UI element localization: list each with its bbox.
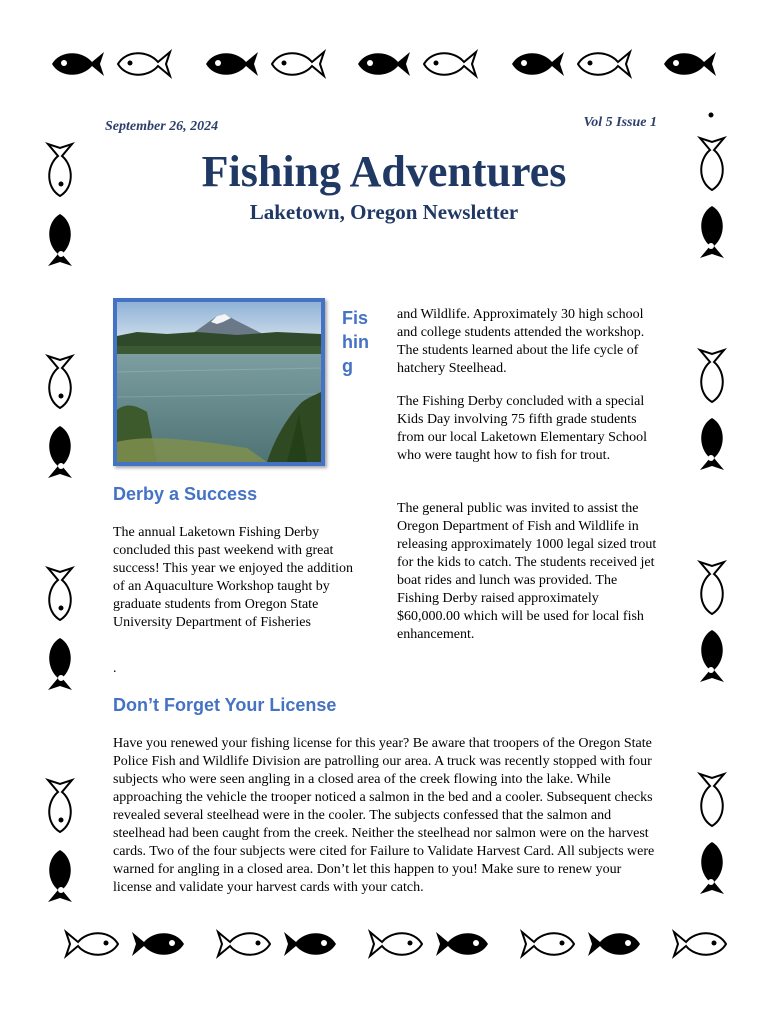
volume-issue: Vol 5 Issue 1 (583, 115, 657, 130)
fish-icon (700, 842, 724, 894)
fish-icon (48, 638, 72, 690)
derby-col2-paragraph-1: and Wildlife. Approximately 30 high school and college students attended the workshop. The students learned about the life cycle of hatchery Steelhead. (397, 307, 645, 376)
fish-icon (48, 356, 72, 408)
lake-mountain-photo-icon (117, 302, 321, 462)
fish-icon (588, 932, 640, 956)
fish-icon (206, 52, 258, 76)
fish-icon (358, 52, 410, 76)
lake-photo (113, 298, 325, 466)
fish-icon (284, 932, 336, 956)
fish-icon (700, 562, 724, 614)
fish-icon (700, 774, 724, 826)
fish-icon (424, 52, 476, 76)
newsletter-subtitle: Laketown, Oregon Newsletter (249, 200, 519, 224)
top-fish-border (0, 34, 768, 94)
stray-period: . (113, 661, 117, 676)
fish-icon (370, 932, 422, 956)
newsletter-title: Fishing Adventures (201, 147, 567, 196)
fish-icon (48, 850, 72, 902)
fish-icon (218, 932, 270, 956)
fish-icon (48, 780, 72, 832)
fish-icon (48, 426, 72, 478)
fish-icon (700, 630, 724, 682)
license-body: Have you renewed your fishing license for this year? Be aware that troopers of the Oregon State Police Fish and Wildlife Division are patrolling our area. A truck was recently stopped with four subjects who were seen angling in a closed area of the creek flowing into the lake. While approaching the vehicle the trooper noticed a salmon in the bed and a cooler. Subsequent checks revealed several steelhead were in the cooler. The subjects confessed that the salmon and steelhead had been caught from the creek. Neither the steelhead nor salmon were on the harvest cards. Two of the four subjects were cited for Failure to Validate Harvest Card. All subjects were warned for angling in a closed area. Don’t let this happen to you! Make sure to renew your license and validate your harvest cards with your catch. (113, 736, 655, 895)
bottom-fish-border (0, 914, 768, 974)
fish-icon (132, 932, 184, 956)
fish-icon (118, 52, 170, 76)
derby-title: Derby a Success (113, 484, 258, 504)
fish-icon (578, 52, 630, 76)
license-title: Don’t Forget Your License (113, 695, 337, 715)
derby-col2-paragraph-3: The general public was invited to assist the Oregon Department of Fish and Wildlife in releasing approximately 1000 legal sized trout for the kids to catch. The students received jet boat rides and lunch was provided. The Fishing Derby raised approximately $60,000.00 which will be used for local fish enhancement. (397, 501, 657, 642)
fish-icon (436, 932, 488, 956)
issue-date: September 26, 2024 (105, 119, 219, 134)
fish-icon (272, 52, 324, 76)
derby-title-fragment: Fishing (342, 308, 369, 376)
fish-icon (700, 418, 724, 470)
fish-icon (48, 568, 72, 620)
derby-col2-paragraph-2: The Fishing Derby concluded with a special Kids Day involving 75 fifth grade students from our local Laketown Elementary School who were taught how to fish for trout. (397, 394, 647, 463)
fish-icon (700, 350, 724, 402)
fish-icon (522, 932, 574, 956)
derby-intro: The annual Laketown Fishing Derby concluded this past weekend with great success! This year we enjoyed the addition of an Aquaculture Workshop taught by graduate students from Oregon State University Department of Fisheries (113, 525, 354, 630)
fish-icon (512, 52, 564, 76)
